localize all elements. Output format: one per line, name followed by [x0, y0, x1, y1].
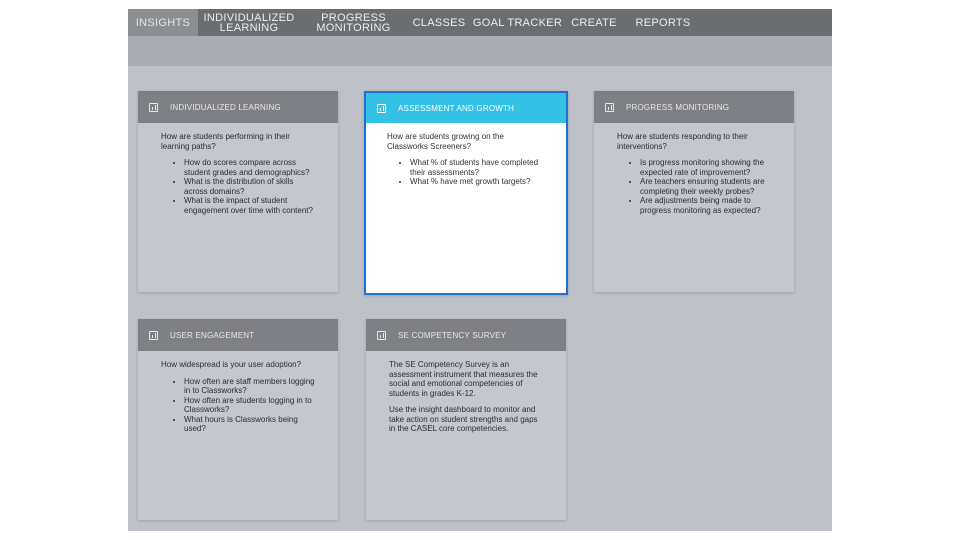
card-question: How are students growing on the Classworks Screeners?: [387, 132, 504, 151]
card-individualized-learning[interactable]: [138, 91, 338, 292]
nav-goal-tracker[interactable]: GOAL TRACKER: [472, 16, 563, 29]
list-item: • How often are students logging in to Classworks?: [184, 396, 316, 415]
nav-progress-monitoring[interactable]: PROGRESS MONITORING: [316, 11, 391, 34]
nav-classes[interactable]: CLASSES: [412, 16, 466, 29]
card-assessment-and-growth[interactable]: [364, 91, 568, 295]
card-se-competency-survey[interactable]: [366, 319, 566, 520]
card-body: [366, 123, 566, 187]
card-question: How widespread is your user adoption?: [161, 360, 302, 369]
list-item: • How do scores compare across student grades and demographics?: [184, 158, 316, 177]
list-item: • What is the impact of student engagement over time with content?: [184, 196, 316, 215]
card-header: [138, 91, 338, 123]
list-item: • Are teachers ensuring students are completing their weekly probes?: [640, 177, 772, 196]
nav-insights[interactable]: INSIGHTS: [128, 9, 198, 36]
top-navigation: [128, 9, 832, 36]
list-item: • What % have met growth targets?: [410, 177, 544, 187]
card-user-engagement[interactable]: [138, 319, 338, 520]
card-body: [366, 351, 566, 434]
card-progress-monitoring[interactable]: [594, 91, 794, 292]
chart-icon: [605, 103, 614, 112]
insights-app: [128, 9, 832, 531]
card-paragraph: The SE Competency Survey is an assessment instrument that measures the social and emotional competencies of students in grades K-12.: [389, 360, 538, 398]
list-item: • Is progress monitoring showing the expected rate of improvement?: [640, 158, 772, 177]
card-title: ASSESSMENT AND GROWTH: [398, 103, 515, 113]
list-item: • What hours is Classworks being used?: [184, 415, 316, 434]
nav-individualized-learning[interactable]: INDIVIDUALIZED LEARNING: [203, 11, 295, 34]
card-header: [366, 93, 566, 123]
card-title: USER ENGAGEMENT: [170, 330, 255, 340]
nav-create[interactable]: CREATE: [571, 16, 617, 29]
card-question: How are students responding to their interventions?: [617, 132, 748, 151]
card-title: INDIVIDUALIZED LEARNING: [170, 102, 281, 112]
nav-reports[interactable]: REPORTS: [635, 16, 691, 29]
card-body: [138, 123, 338, 215]
card-bullet-list: [387, 158, 544, 187]
card-paragraph: Use the insight dashboard to monitor and take action on student strengths and gaps in the CASEL core competencies.: [389, 405, 538, 433]
card-header: [366, 319, 566, 351]
card-header: [138, 319, 338, 351]
list-item: • What is the distribution of skills across domains?: [184, 177, 316, 196]
sub-toolbar: [128, 36, 832, 66]
card-body: [138, 351, 338, 434]
card-bullet-list: [617, 158, 772, 215]
chart-icon: [377, 104, 386, 113]
list-item: • Are adjustments being made to progress monitoring as expected?: [640, 196, 772, 215]
card-title: PROGRESS MONITORING: [626, 102, 730, 112]
card-header: [594, 91, 794, 123]
card-title: SE COMPETENCY SURVEY: [398, 330, 507, 340]
list-item: • How often are staff members logging in to Classworks?: [184, 377, 316, 396]
list-item: • What % of students have completed their assessments?: [410, 158, 544, 177]
chart-icon: [377, 331, 386, 340]
card-bullet-list: [161, 377, 316, 434]
chart-icon: [149, 103, 158, 112]
card-body: [594, 123, 794, 215]
card-question: How are students performing in their learning paths?: [161, 132, 290, 151]
card-bullet-list: [161, 158, 316, 215]
chart-icon: [149, 331, 158, 340]
